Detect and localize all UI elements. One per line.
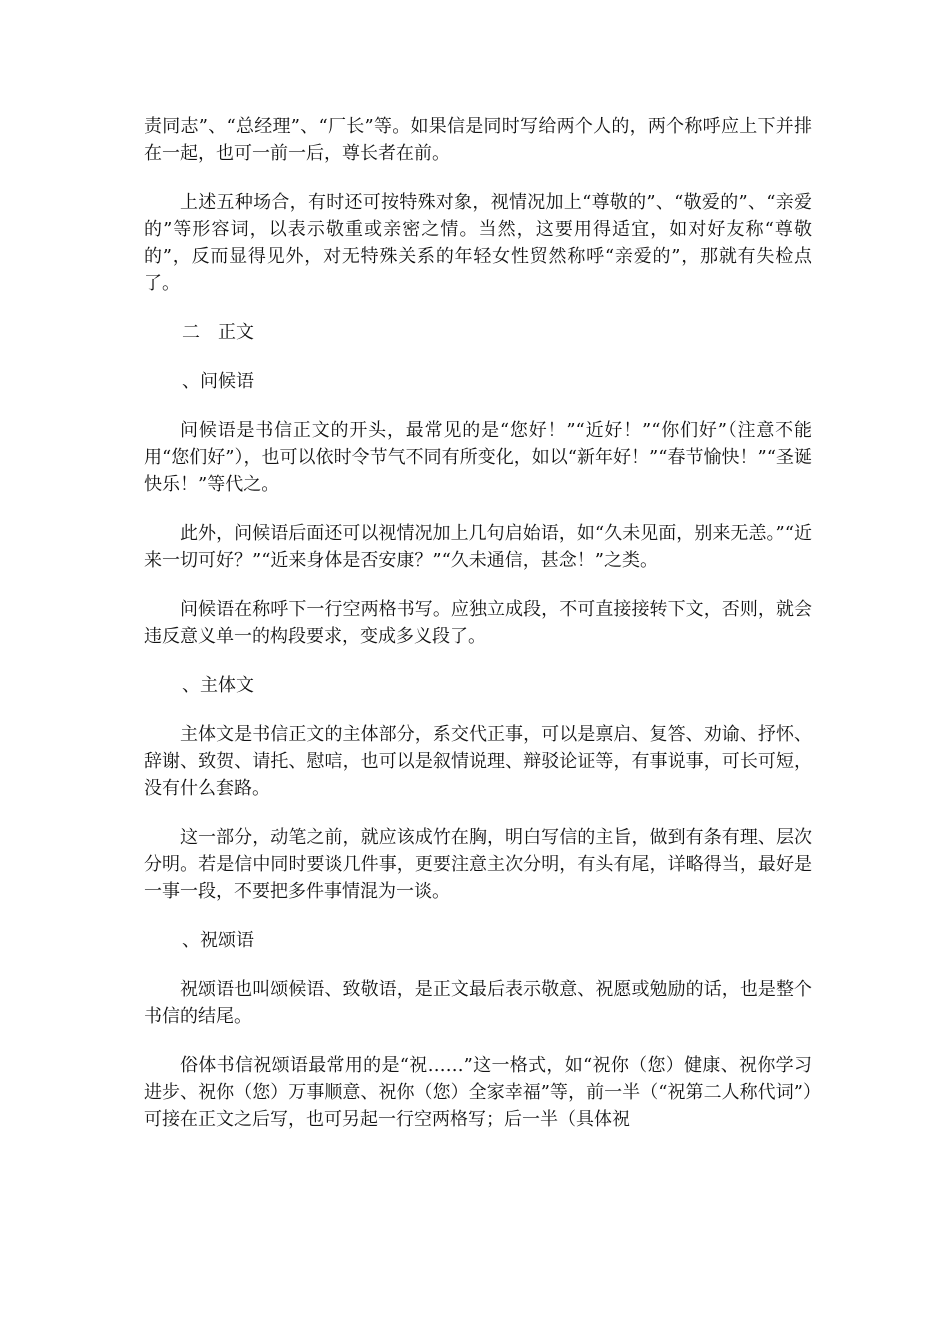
paragraph-greeting-intro: 问候语是书信正文的开头，最常见的是“您好！”“近好！”“你们好”（注意不能用“您们好”），也可以依时令节气不同有所变化，如以“新年好！”“春节愉快！”“圣诞快乐！”等代之。 xyxy=(144,420,812,495)
document-page xyxy=(144,113,812,1133)
subheading-greeting: 、问候语 xyxy=(182,371,254,392)
section-heading-body: 二 正文 xyxy=(182,322,254,343)
paragraph-adjectives: 上述五种场合，有时还可按特殊对象，视情况加上“尊敬的”、“敬爱的”、“亲爱的”等形容词，以表示敬重或亲密之情。当然，这要用得适宜，如对好友称“尊敬的”，反而显得见外，对无特殊关系的年轻女性贸然称呼“亲爱的”，那就有失检点了。 xyxy=(144,192,812,294)
paragraph-closing-definition: 祝颂语也叫颂候语、致敬语，是正文最后表示敬意、祝愿或勉励的话，也是整个书信的结尾。 xyxy=(144,979,812,1027)
paragraph-greeting-extra: 此外，问候语后面还可以视情况加上几句启始语，如“久未见面，别来无恙。”“近来一切可好？”“近来身体是否安康？”“久未通信，甚念！”之类。 xyxy=(144,523,812,571)
paragraph-salutation-continued: 责同志”、“总经理”、“厂长”等。如果信是同时写给两个人的，两个称呼应上下并排在一起，也可一前一后，尊长者在前。 xyxy=(144,116,812,164)
paragraph-main-text-intro: 主体文是书信正文的主体部分，系交代正事，可以是禀启、复答、劝谕、抒怀、辞谢、致贺、请托、慰唁，也可以是叙情说理、辩驳论证等，有事说事，可长可短，没有什么套路。 xyxy=(144,724,812,799)
subheading-closing-wishes: 、祝颂语 xyxy=(182,930,254,951)
subheading-main-text: 、主体文 xyxy=(182,675,254,696)
paragraph-main-text-structure: 这一部分，动笔之前，就应该成竹在胸，明白写信的主旨，做到有条有理、层次分明。若是信中同时要谈几件事，更要注意主次分明，有头有尾，详略得当，最好是一事一段，不要把多件事情混为一谈。 xyxy=(144,827,812,902)
paragraph-closing-format: 俗体书信祝颂语最常用的是“祝……”这一格式，如“祝你（您）健康、祝你学习进步、祝你（您）万事顺意、祝你（您）全家幸福”等，前一半（“祝第二人称代词”）可接在正文之后写，也可另起一行空两格写；后一半（具体祝 xyxy=(144,1055,812,1130)
paragraph-greeting-placement: 问候语在称呼下一行空两格书写。应独立成段，不可直接接转下文，否则，就会违反意义单一的构段要求，变成多义段了。 xyxy=(144,599,812,647)
